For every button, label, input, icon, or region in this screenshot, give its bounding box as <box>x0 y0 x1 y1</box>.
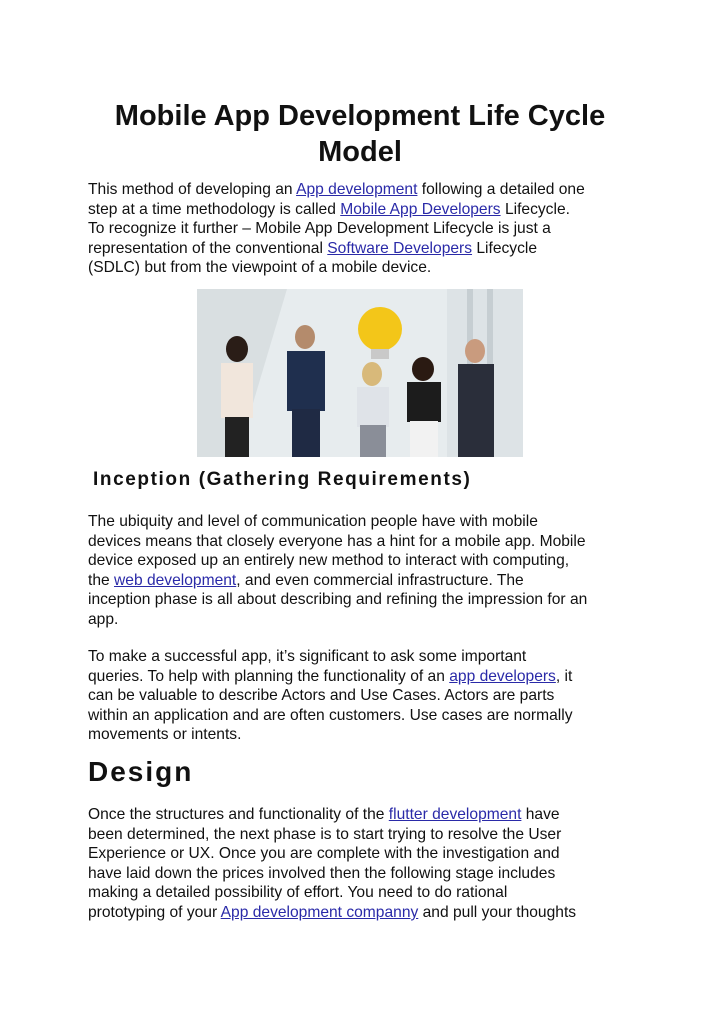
text-line <box>88 200 648 220</box>
text-segment: movements or intents. <box>88 726 242 744</box>
section-heading-inception: Inception (Gathering Requirements) <box>93 469 472 490</box>
design-paragraph-1 <box>88 805 648 923</box>
text-segment: , it <box>555 667 573 685</box>
inline-link[interactable]: flutter development <box>388 806 522 823</box>
section-heading-design: Design <box>88 756 194 787</box>
inception-paragraph-1 <box>88 512 648 630</box>
text-line <box>88 686 648 706</box>
text-segment: inception phase is all about describing and refining the impression for an <box>88 591 588 609</box>
page-title <box>60 98 660 170</box>
text-line <box>88 725 648 745</box>
text-segment: making a detailed possibility of effort. You need to do rational <box>88 884 508 902</box>
text-segment: step at a time methodology is called <box>88 200 341 218</box>
text-segment: (SDLC) but from the viewpoint of a mobile device. <box>88 259 432 277</box>
text-segment: , and even commercial infrastructure. The <box>236 571 524 589</box>
text-segment: and pull your thoughts <box>418 903 577 921</box>
text-line <box>88 825 648 845</box>
text-line <box>88 706 648 726</box>
photo-illustration <box>197 289 523 457</box>
inline-link[interactable]: app developers <box>449 667 556 685</box>
text-line <box>88 667 648 687</box>
title-line: Mobile App Development Life Cycle <box>114 100 606 132</box>
text-segment: have laid down the prices involved then the following stage includes <box>88 864 556 882</box>
text-segment: To make a successful app, it’s significant to ask some important <box>88 648 527 665</box>
text-segment: To recognize it further – Mobile App Development Lifecycle is just a <box>88 220 551 238</box>
text-line <box>88 532 648 552</box>
text-segment: been determined, the next phase is to start trying to resolve the User <box>88 825 562 843</box>
inline-link[interactable]: App development <box>296 181 418 198</box>
text-segment: queries. To help with planning the functionality of an <box>88 667 450 685</box>
text-line <box>88 844 648 864</box>
text-segment: devices means that closely everyone has a hint for a mobile app. Mobile <box>88 532 586 550</box>
text-line <box>88 590 648 610</box>
text-segment: Lifecycle. <box>500 200 570 218</box>
text-line <box>88 512 648 532</box>
text-segment: within an application and are often customers. Use cases are normally <box>88 706 573 724</box>
text-segment: following a detailed one <box>417 181 585 198</box>
text-line <box>88 551 648 571</box>
inline-link[interactable]: web development <box>114 571 237 589</box>
text-segment: Once the structures and functionality of the <box>88 806 389 823</box>
team-lightbulb-photo <box>197 289 523 457</box>
text-segment: app. <box>88 610 119 628</box>
text-line <box>88 180 648 200</box>
text-line <box>88 219 648 239</box>
text-line <box>88 258 648 278</box>
text-segment: prototyping of your <box>88 903 221 921</box>
text-segment: have <box>521 806 560 823</box>
inception-paragraph-2 <box>88 647 648 745</box>
intro-paragraph <box>88 180 648 278</box>
text-segment: representation of the conventional <box>88 239 328 257</box>
inline-link[interactable]: Mobile App Developers <box>340 200 501 218</box>
text-segment: device exposed up an entirely new method to interact with computing, <box>88 552 570 570</box>
text-segment: The ubiquity and level of communication people have with mobile <box>88 513 538 530</box>
text-segment: Lifecycle <box>472 239 538 257</box>
text-segment: Experience or UX. Once you are complete with the investigation and <box>88 845 560 863</box>
text-line <box>88 571 648 591</box>
text-line <box>88 610 648 630</box>
text-line <box>88 903 648 923</box>
text-line <box>88 883 648 903</box>
lightbulb-icon <box>358 307 402 351</box>
text-line <box>88 239 648 259</box>
text-line <box>88 864 648 884</box>
inline-link[interactable]: App development companny <box>220 903 419 921</box>
text-segment: This method of developing an <box>88 181 297 198</box>
text-line <box>88 805 648 825</box>
inline-link[interactable]: Software Developers <box>327 239 473 257</box>
title-line: Model <box>318 136 402 168</box>
text-line <box>88 647 648 667</box>
text-segment: the <box>88 571 115 589</box>
text-segment: can be valuable to describe Actors and Use Cases. Actors are parts <box>88 687 555 705</box>
